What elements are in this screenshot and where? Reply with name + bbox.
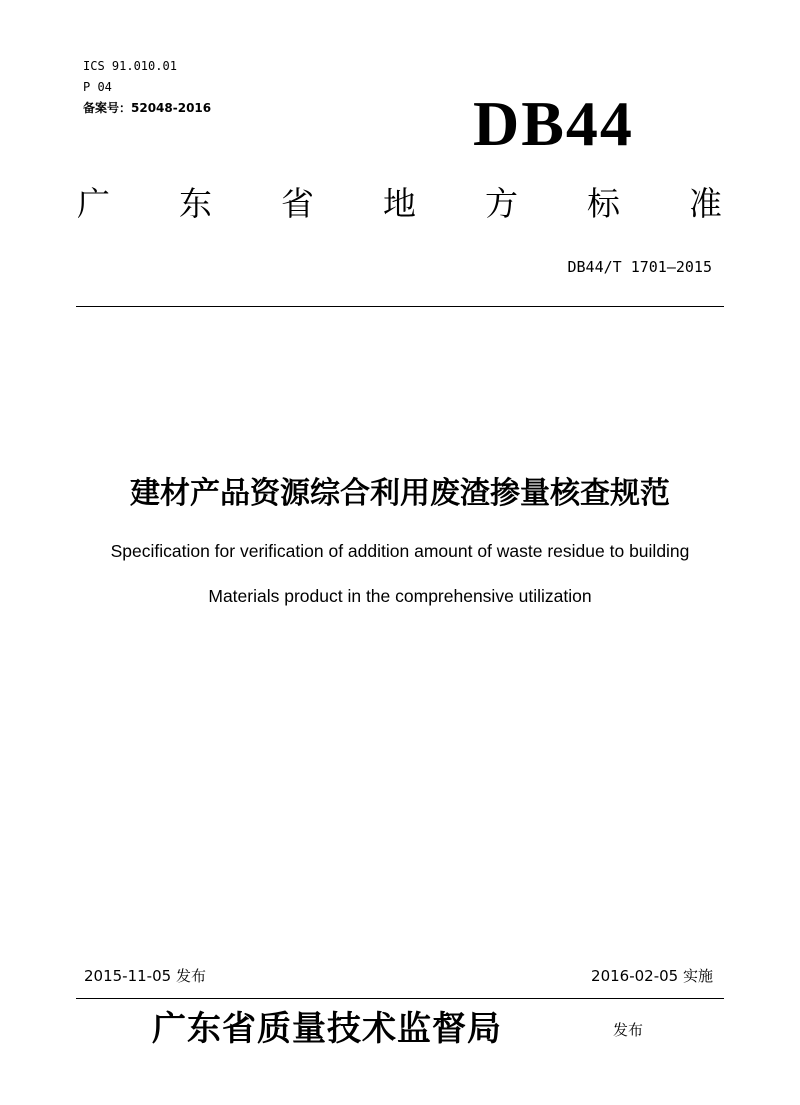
category-code: P 04 <box>83 80 112 94</box>
standard-type <box>77 180 722 228</box>
issue-date: 2015-11-05 发布 <box>84 967 206 985</box>
standard-type-char: 标 <box>587 184 620 223</box>
top-divider <box>76 306 724 307</box>
title-english-line2: Materials product in the comprehensive utilization <box>208 586 592 606</box>
db-code-logo: DB44 <box>473 88 634 159</box>
bottom-divider <box>76 998 724 999</box>
standard-type-char: 省 <box>281 184 314 223</box>
issue-label: 发布 <box>613 1021 644 1039</box>
title-chinese: 建材产品资源综合利用废渣掺量核查规范 <box>130 476 670 511</box>
title-english-line1: Specification for verification of addition amount of waste residue to building <box>110 541 690 561</box>
standard-number: DB44/T 1701—2015 <box>567 258 712 276</box>
standard-type-char: 东 <box>179 184 212 223</box>
standard-type-char: 准 <box>689 184 722 223</box>
standard-type-char: 方 <box>485 184 518 223</box>
standard-type-char: 广 <box>77 184 110 223</box>
record-number: 备案号：52048-2016 <box>83 101 212 115</box>
ics-code: ICS 91.010.01 <box>83 59 177 73</box>
implementation-date: 2016-02-05 实施 <box>591 967 713 985</box>
issuing-authority: 广东省质量技术监督局 <box>152 1009 502 1049</box>
standard-type-char: 地 <box>383 184 416 223</box>
